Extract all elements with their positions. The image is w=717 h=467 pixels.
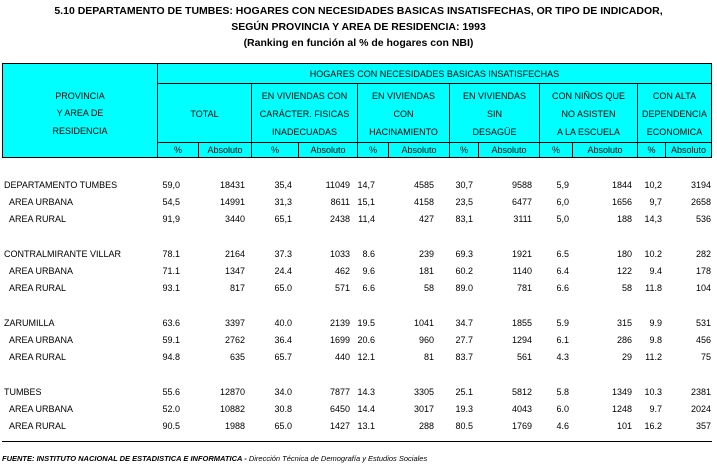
group-header: HOGARES CON NECESIDADES BASICAS INSATISFECHAS	[309, 69, 560, 79]
table-cell: 80.5	[455, 421, 473, 431]
table-cell: 781	[516, 283, 532, 293]
pct-header: %	[368, 145, 377, 155]
table-cell: 27.7	[455, 335, 473, 345]
col5-header-line3: ECONOMICA	[646, 127, 703, 137]
table-cell: 4043	[511, 404, 532, 414]
table-cell: 78.1	[162, 249, 180, 259]
table-cell: 1349	[611, 387, 632, 397]
table-cell: 4158	[413, 197, 434, 207]
table-row	[0, 266, 717, 280]
table-cell: 40.0	[274, 318, 292, 328]
table-row	[0, 318, 717, 332]
pct-header: %	[647, 145, 656, 155]
provincia-header-line1: PROVINCIA	[55, 91, 105, 101]
row-label: AREA RURAL	[9, 421, 67, 431]
table-cell: 83.7	[455, 352, 473, 362]
table-row	[0, 214, 717, 228]
col3-header-line1: EN VIVIENDAS	[462, 91, 527, 101]
col3-header-line3: DESAGÜE	[472, 127, 517, 137]
provincia-header-line3: RESIDENCIA	[52, 126, 108, 136]
table-cell: 8.6	[362, 249, 375, 259]
table-cell: 1988	[224, 421, 245, 431]
col4-header-line3: A LA ESCUELA	[556, 127, 621, 137]
row-label: AREA URBANA	[9, 404, 74, 414]
table-cell: 2762	[224, 335, 245, 345]
table-cell: 2438	[329, 214, 350, 224]
table-cell: 6.6	[362, 283, 375, 293]
table-cell: 12870	[219, 387, 245, 397]
table-cell: 65.7	[274, 352, 292, 362]
pct-header: %	[270, 145, 279, 155]
table-cell: 93.1	[162, 283, 180, 293]
table-row	[0, 387, 717, 401]
table-cell: 178	[695, 266, 711, 276]
table-cell: 122	[616, 266, 632, 276]
col5-header-line2: DEPENDENCIA	[641, 109, 707, 119]
table-cell: 2164	[224, 249, 245, 259]
table-cell: 817	[229, 283, 245, 293]
table-cell: 3440	[224, 214, 245, 224]
table-cell: 89.0	[455, 283, 473, 293]
table-cell: 25.1	[455, 387, 473, 397]
table-cell: 23,5	[455, 197, 473, 207]
table-cell: 101	[616, 421, 632, 431]
table-cell: 4.6	[556, 421, 569, 431]
table-row	[0, 421, 717, 435]
table-cell: 1140	[512, 266, 532, 276]
abs-header: Absoluto	[310, 145, 346, 155]
table-cell: 6.4	[556, 266, 569, 276]
table-cell: 9.8	[649, 335, 662, 345]
col5-header-line1: CON ALTA	[652, 91, 697, 101]
table-cell: 1347	[224, 266, 245, 276]
col2-header-line1: EN VIVIENDAS	[371, 91, 436, 101]
table-cell: 1769	[511, 421, 532, 431]
table-cell: 14.3	[357, 387, 375, 397]
table-cell: 8611	[330, 197, 350, 207]
table-cell: 36.4	[274, 335, 292, 345]
table-cell: 11049	[325, 180, 350, 190]
table-cell: 561	[516, 352, 532, 362]
table-cell: 11.2	[645, 352, 662, 362]
table-cell: 5812	[511, 387, 532, 397]
table-cell: 357	[695, 421, 711, 431]
abs-header: Absoluto	[670, 145, 707, 155]
abs-header: Absoluto	[491, 145, 527, 155]
col1-header-line1: EN VIVIENDAS CON	[261, 91, 348, 101]
table-cell: 3194	[690, 180, 711, 190]
table-cell: 1248	[611, 404, 632, 414]
table-cell: 1844	[611, 180, 632, 190]
table-row	[0, 249, 717, 263]
table-cell: 10.3	[644, 387, 662, 397]
table-subtitle: SEGÚN PROVINCIA Y AREA DE RESIDENCIA: 1993	[231, 21, 486, 33]
table-cell: 536	[695, 214, 711, 224]
table-cell: 59,0	[162, 180, 180, 190]
row-label: DEPARTAMENTO TUMBES	[4, 180, 118, 190]
table-cell: 9.6	[362, 266, 375, 276]
col2-header-line2: CON	[393, 109, 414, 119]
table-row	[0, 404, 717, 418]
table-cell: 29	[621, 352, 632, 362]
table-cell: 462	[334, 266, 350, 276]
table-cell: 18431	[219, 180, 245, 190]
table-cell: 3305	[413, 387, 434, 397]
table-cell: 3111	[513, 214, 532, 224]
table-cell: 2658	[690, 197, 711, 207]
table-cell: 14.4	[357, 404, 375, 414]
row-label: CONTRALMIRANTE VILLAR	[4, 249, 122, 259]
table-cell: 6477	[511, 197, 532, 207]
table-cell: 180	[616, 249, 632, 259]
table-row	[0, 283, 717, 297]
table-cell: 31,3	[274, 197, 292, 207]
table-cell: 181	[418, 266, 434, 276]
table-cell: 10882	[219, 404, 245, 414]
table-cell: 440	[334, 352, 350, 362]
table-cell: 16.2	[644, 421, 662, 431]
table-cell: 34.7	[455, 318, 473, 328]
table-cell: 15,1	[357, 197, 375, 207]
table-title: 5.10 DEPARTAMENTO DE TUMBES: HOGARES CON NECESIDADES BASICAS INSATISFECHAS, OR TIPO DE INDICADOR,	[54, 5, 663, 17]
table-cell: 5,0	[556, 214, 569, 224]
abs-header: Absoluto	[207, 145, 243, 155]
table-cell: 6,0	[556, 197, 569, 207]
table-cell: 13.1	[357, 421, 375, 431]
table-cell: 571	[334, 283, 350, 293]
table-cell: 19.5	[357, 318, 375, 328]
table-row	[0, 335, 717, 349]
source-footer	[2, 454, 427, 463]
table-cell: 2139	[329, 318, 350, 328]
table-cell: 63.6	[162, 318, 180, 328]
row-label: AREA URBANA	[9, 266, 74, 276]
total-header: TOTAL	[190, 109, 219, 119]
table-cell: 59.1	[162, 335, 180, 345]
table-cell: 52.0	[162, 404, 180, 414]
table-cell: 91,9	[162, 214, 180, 224]
source-label: FUENTE: INSTITUTO NACIONAL DE ESTADISTICA E INFORMATICA -	[2, 454, 249, 463]
table-note: (Ranking en función al % de hogares con NBI)	[243, 37, 474, 49]
table-cell: 20.6	[357, 335, 375, 345]
table-cell: 960	[418, 335, 434, 345]
table-cell: 188	[616, 214, 632, 224]
row-label: AREA RURAL	[9, 283, 67, 293]
table-header	[2, 63, 712, 158]
table-cell: 9,7	[649, 197, 662, 207]
table-cell: 531	[695, 318, 711, 328]
row-label: TUMBES	[4, 387, 42, 397]
table-cell: 239	[418, 249, 434, 259]
table-cell: 7877	[329, 387, 350, 397]
table-cell: 69.3	[455, 249, 473, 259]
table-cell: 90.5	[162, 421, 180, 431]
table-cell: 288	[418, 421, 434, 431]
table-cell: 1294	[511, 335, 532, 345]
table-cell: 456	[695, 335, 711, 345]
col1-header-line3: INADECUADAS	[271, 127, 337, 137]
table-cell: 9.7	[649, 404, 662, 414]
table-cell: 9.4	[649, 266, 662, 276]
table-cell: 427	[418, 214, 434, 224]
table-cell: 315	[616, 318, 632, 328]
table-cell: 635	[229, 352, 245, 362]
table-cell: 65.0	[274, 421, 292, 431]
col4-header-line2: NO ASISTEN	[561, 109, 616, 119]
table-cell: 12.1	[357, 352, 375, 362]
table-cell: 58	[423, 283, 434, 293]
abs-header: Absoluto	[401, 145, 437, 155]
table-cell: 1427	[329, 421, 350, 431]
table-cell: 10.2	[644, 249, 662, 259]
provincia-header-line2: Y AREA DE	[56, 108, 104, 118]
row-label: AREA RURAL	[9, 352, 67, 362]
table-cell: 104	[695, 283, 711, 293]
table-cell: 30,7	[455, 180, 473, 190]
table-cell: 2381	[690, 387, 711, 397]
table-cell: 71.1	[162, 266, 180, 276]
table-cell: 1656	[611, 197, 632, 207]
table-row	[0, 352, 717, 366]
table-cell: 11,4	[358, 214, 375, 224]
col3-header-line2: SIN	[486, 109, 502, 119]
table-cell: 9.9	[649, 318, 662, 328]
col2-header-line3: HACINAMIENTO	[369, 127, 438, 137]
table-cell: 1033	[329, 249, 350, 259]
table-cell: 30.8	[274, 404, 292, 414]
table-cell: 24.4	[274, 266, 292, 276]
col1-header-line2: CARÁCTER. FISICAS	[259, 109, 350, 119]
pct-header: %	[459, 145, 468, 155]
table-cell: 58	[621, 283, 632, 293]
table-cell: 2024	[690, 404, 711, 414]
table-cell: 5.9	[556, 318, 569, 328]
table-cell: 81	[423, 352, 434, 362]
table-cell: 6.5	[556, 249, 569, 259]
table-cell: 14,3	[644, 214, 662, 224]
row-label: AREA RURAL	[9, 214, 67, 224]
table-cell: 4.3	[556, 352, 569, 362]
table-cell: 282	[695, 249, 711, 259]
table-cell: 1699	[329, 335, 350, 345]
table-cell: 1041	[413, 318, 434, 328]
table-cell: 83,1	[455, 214, 473, 224]
table-row	[0, 180, 717, 194]
abs-header: Absoluto	[587, 145, 623, 155]
table-cell: 14991	[219, 197, 245, 207]
table-cell: 3397	[224, 318, 245, 328]
table-cell: 54,5	[162, 197, 180, 207]
table-cell: 6.1	[556, 335, 569, 345]
table-cell: 34.0	[274, 387, 292, 397]
table-cell: 1921	[511, 249, 532, 259]
table-cell: 37.3	[274, 249, 292, 259]
table-cell: 3017	[413, 404, 434, 414]
table-cell: 10,2	[644, 180, 662, 190]
table-cell: 94.8	[162, 352, 180, 362]
row-label: AREA URBANA	[9, 197, 74, 207]
table-cell: 60.2	[455, 266, 473, 276]
table-cell: 11.8	[645, 283, 662, 293]
table-cell: 65,1	[274, 214, 292, 224]
pct-header: %	[551, 145, 560, 155]
table-cell: 1855	[511, 318, 532, 328]
table-bottom-border	[2, 441, 712, 442]
col4-header-line1: CON NIÑOS QUE	[551, 91, 625, 101]
table-cell: 286	[616, 335, 632, 345]
table-cell: 65.0	[274, 283, 292, 293]
table-row	[0, 197, 717, 211]
row-label: AREA URBANA	[9, 335, 74, 345]
table-cell: 14,7	[357, 180, 375, 190]
pct-header: %	[173, 145, 182, 155]
table-cell: 9588	[511, 180, 532, 190]
table-cell: 6.0	[556, 404, 569, 414]
table-cell: 55.6	[162, 387, 180, 397]
table-cell: 4585	[413, 180, 434, 190]
table-cell: 75	[700, 352, 711, 362]
table-cell: 6.6	[556, 283, 569, 293]
table-cell: 5.8	[556, 387, 569, 397]
table-cell: 5,9	[556, 180, 569, 190]
table-cell: 35,4	[274, 180, 292, 190]
source-detail: Dirección Técnica de Demografía y Estudios Sociales	[248, 454, 428, 463]
table-cell: 19.3	[455, 404, 473, 414]
table-cell: 6450	[329, 404, 350, 414]
row-label: ZARUMILLA	[4, 318, 55, 328]
